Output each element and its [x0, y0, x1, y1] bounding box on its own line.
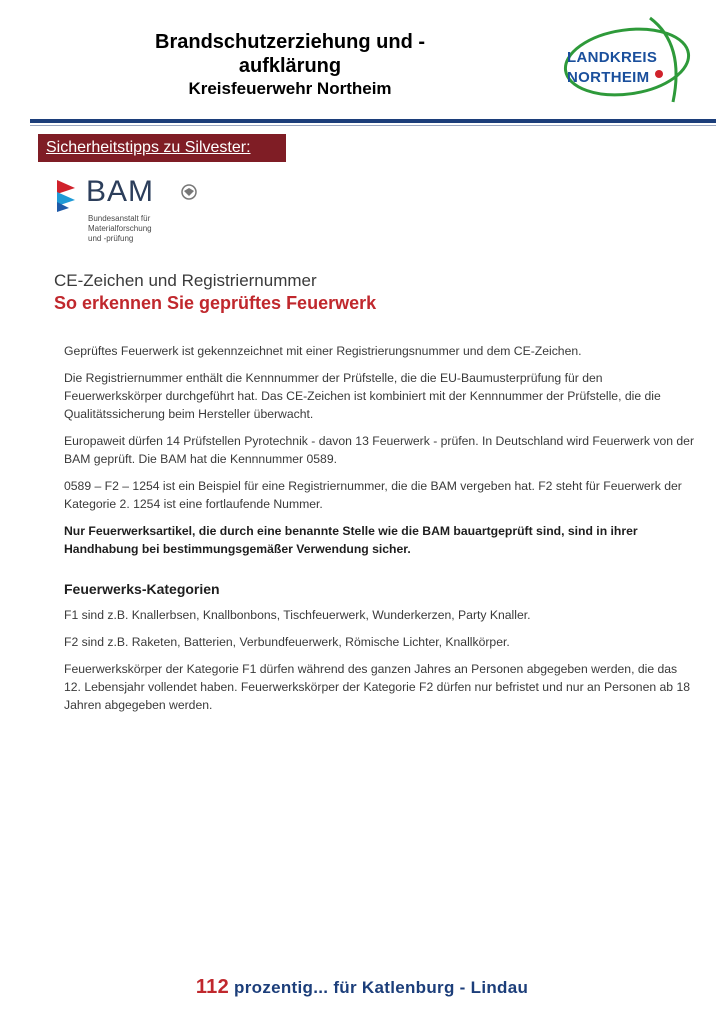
bam-name: BAM [86, 175, 155, 208]
title-line-3: Kreisfeuerwehr Northeim [188, 79, 392, 98]
categories-heading: Feuerwerks-Kategorien [64, 581, 220, 597]
paragraph: Die Registriernummer enthält die Kennnummer der Prüfstelle, die die EU-Baumusterprüfung für den Feuerwerkskörper durchgeführt hat. Das CE-Zeichen ist kombiniert mit der Kennnummer der Prüfstelle, die die Qualitätssicherung beim Hersteller überwacht. [64, 371, 661, 421]
header-title [100, 30, 480, 100]
bam-subtitle [88, 214, 152, 244]
logo-text [567, 48, 657, 88]
category-item: Feuerwerkskörper der Kategorie F1 dürfen während des ganzen Jahres an Personen abgegeben werden, die das 12. Lebensjahr vollendet haben. Feuerwerkskörper der Kategorie F2 dürfen nur befristet und nur an Personen ab 18 Jahren abgegeben werden. [64, 662, 691, 712]
paragraph: Geprüftes Feuerwerk ist gekennzeichnet mit einer Registrierungsnummer und dem CE-Zeichen. [64, 344, 582, 358]
category-item: F2 sind z.B. Raketen, Batterien, Verbundfeuerwerk, Römische Lichter, Knallkörper. [64, 635, 510, 649]
footer [0, 976, 724, 999]
bam-sub-line-1: Bundesanstalt für [88, 214, 151, 223]
title-line-2: aufklärung [238, 55, 342, 77]
title-line-1: Brandschutzerziehung und - [155, 31, 425, 53]
landkreis-northeim-logo [555, 14, 705, 106]
logo-line-2: NORTHEIM [567, 69, 650, 86]
doc-headline: So erkennen Sie geprüftes Feuerwerk [54, 293, 377, 313]
footer-text: prozentig... für Katlenburg - Lindau [234, 978, 529, 997]
doc-subtitle: CE-Zeichen und Registriernummer [54, 271, 317, 290]
paragraph-bold-notice: Nur Feuerwerksartikel, die durch eine benannte Stelle wie die BAM bauartgeprüft sind, sind in ihrer Handhabung bei bestimmungsgemäßer Verwendung sicher. [64, 524, 638, 556]
category-item: F1 sind z.B. Knallerbsen, Knallbonbons, Tischfeuerwerk, Wunderkerzen, Party Knaller. [64, 608, 531, 622]
bam-sub-line-2: Materialforschung [88, 224, 152, 233]
header-rule-thin [30, 125, 716, 126]
section-banner: Sicherheitstipps zu Silvester: [38, 134, 286, 162]
paragraph: Europaweit dürfen 14 Prüfstellen Pyrotechnik - davon 13 Feuerwerk - prüfen. In Deutschland wird Feuerwerk von der BAM geprüft. Die BAM hat die Kennnummer 0589. [64, 434, 695, 466]
paragraph: 0589 – F2 – 1254 ist ein Beispiel für eine Registriernummer, die die BAM vergeben hat. F2 steht für Feuerwerk der Kategorie 2. 1254 ist eine fortlaufende Nummer. [64, 479, 682, 511]
logo-line-1: LANDKREIS [567, 49, 658, 66]
footer-number: 112 [195, 976, 229, 998]
bam-sub-line-3: und -prüfung [88, 234, 134, 243]
eagle-icon [180, 183, 198, 201]
doc-body [64, 342, 694, 723]
bam-logo-icon [55, 178, 79, 214]
header-rule [30, 119, 716, 123]
